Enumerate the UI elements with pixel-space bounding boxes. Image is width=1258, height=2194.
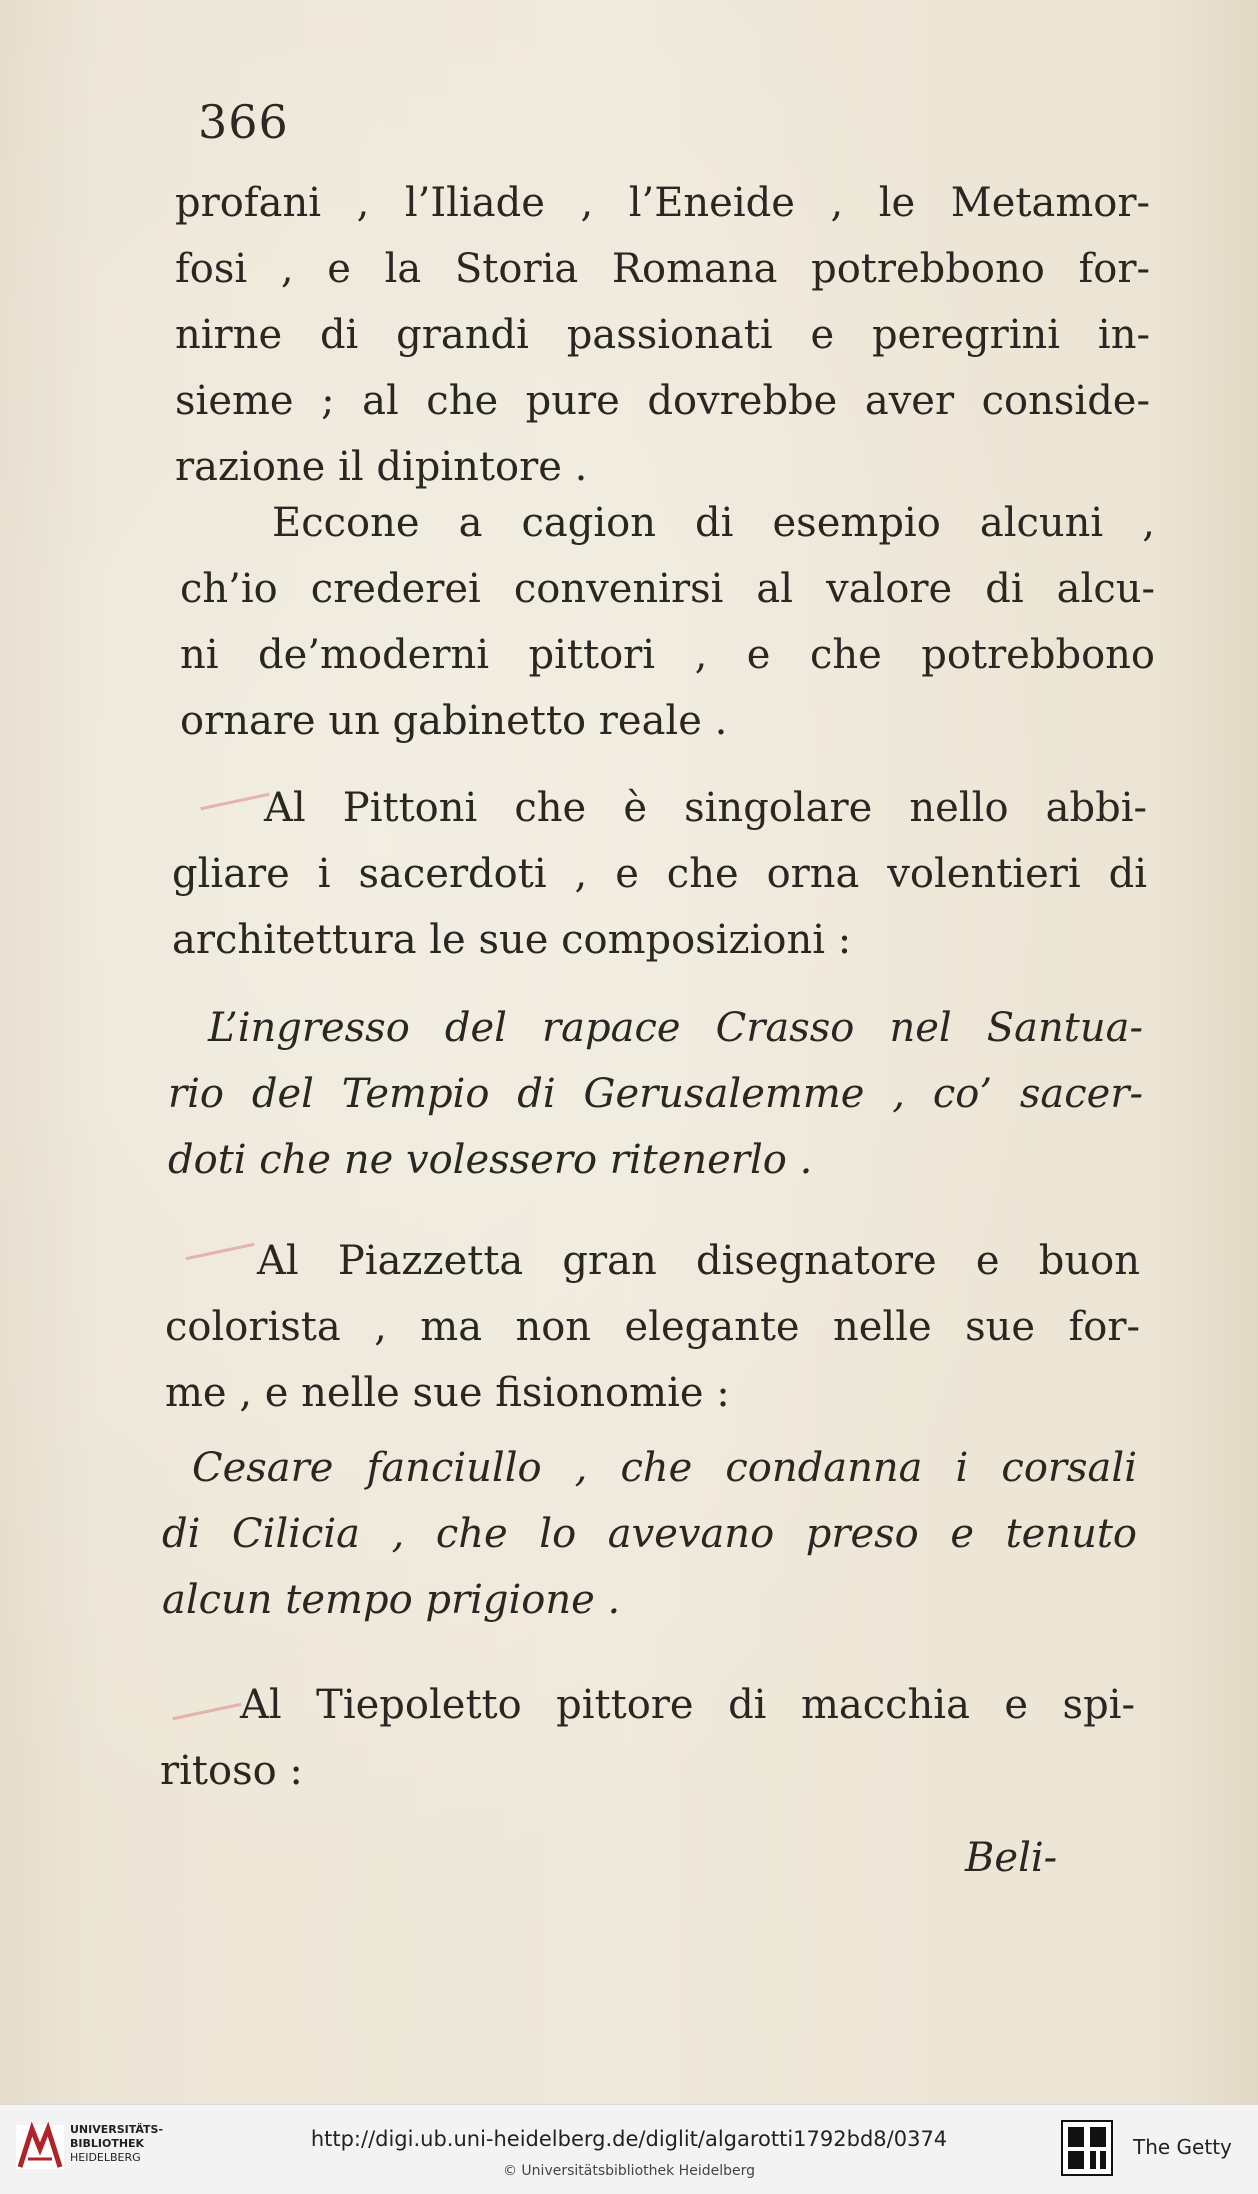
paragraph-2 [180, 490, 1155, 754]
partner-name[interactable]: The Getty [1133, 2135, 1232, 2159]
paragraph-1 [175, 170, 1150, 500]
text-line: alcun tempo prigione . [162, 1577, 621, 1623]
text-line: me , e nelle sue fisionomie : [165, 1370, 730, 1416]
text-line: rio del Tempio di Gerusalemme , co’ sacer- [168, 1071, 1143, 1117]
getty-logo-icon[interactable] [1060, 2119, 1114, 2177]
text-line: fosi , e la Storia Romana potrebbono for- [175, 246, 1150, 292]
library-name-line: UNIVERSITÄTS- [70, 2123, 164, 2136]
copyright-notice: © Universitätsbibliothek Heidelberg [502, 2163, 755, 2179]
viewer-footer [0, 2104, 1258, 2194]
text-line: gliare i sacerdoti , e che orna volentieri di [172, 851, 1147, 897]
library-name-line: BIBLIOTHEK [70, 2137, 145, 2150]
text-line: sieme ; al che pure dovrebbe aver conside- [175, 378, 1150, 424]
text-line: Al Tiepoletto pittore di macchia e spi- [240, 1682, 1135, 1728]
library-name-line: HEIDELBERG [70, 2151, 141, 2164]
text-line: L’ingresso del rapace Crasso nel Santua- [208, 1005, 1143, 1051]
text-line: Eccone a cagion di esempio alcuni , [272, 500, 1155, 546]
paragraph-6 [162, 1435, 1137, 1633]
text-line: colorista , ma non elegante nelle sue for- [165, 1304, 1140, 1350]
text-line: architettura le sue composizioni : [172, 917, 852, 963]
page-number: 366 [198, 95, 289, 149]
paragraph-5 [165, 1228, 1140, 1426]
text-line: ni de’moderni pittori , e che potrebbono [180, 632, 1155, 678]
text-line: ritoso : [160, 1748, 303, 1794]
text-line: Al Pittoni che è singolare nello abbi- [264, 785, 1147, 831]
text-line: profani , l’Iliade , l’Eneide , le Metamor- [175, 180, 1150, 226]
text-line: nirne di grandi passionati e peregrini in- [175, 312, 1150, 358]
paragraph-3 [172, 775, 1147, 973]
catchword: Beli- [965, 1835, 1058, 1881]
text-line: ornare un gabinetto reale . [180, 698, 728, 744]
paragraph-4 [168, 995, 1143, 1193]
text-line: doti che ne volessero ritenerlo . [168, 1137, 813, 1183]
text-line: razione il dipintore . [175, 444, 588, 490]
text-line: di Cilicia , che lo avevano preso e tenuto [162, 1511, 1137, 1557]
text-line: ch’io crederei convenirsi al valore di alcu- [180, 566, 1155, 612]
paragraph-7 [160, 1672, 1135, 1804]
text-line: Cesare fanciullo , che condanna i corsali [192, 1445, 1137, 1491]
permalink-url[interactable]: http://digi.ub.uni-heidelberg.de/diglit/algarotti1792bd8/0374 [310, 2127, 948, 2151]
text-line: Al Piazzetta gran disegnatore e buon [257, 1238, 1140, 1284]
